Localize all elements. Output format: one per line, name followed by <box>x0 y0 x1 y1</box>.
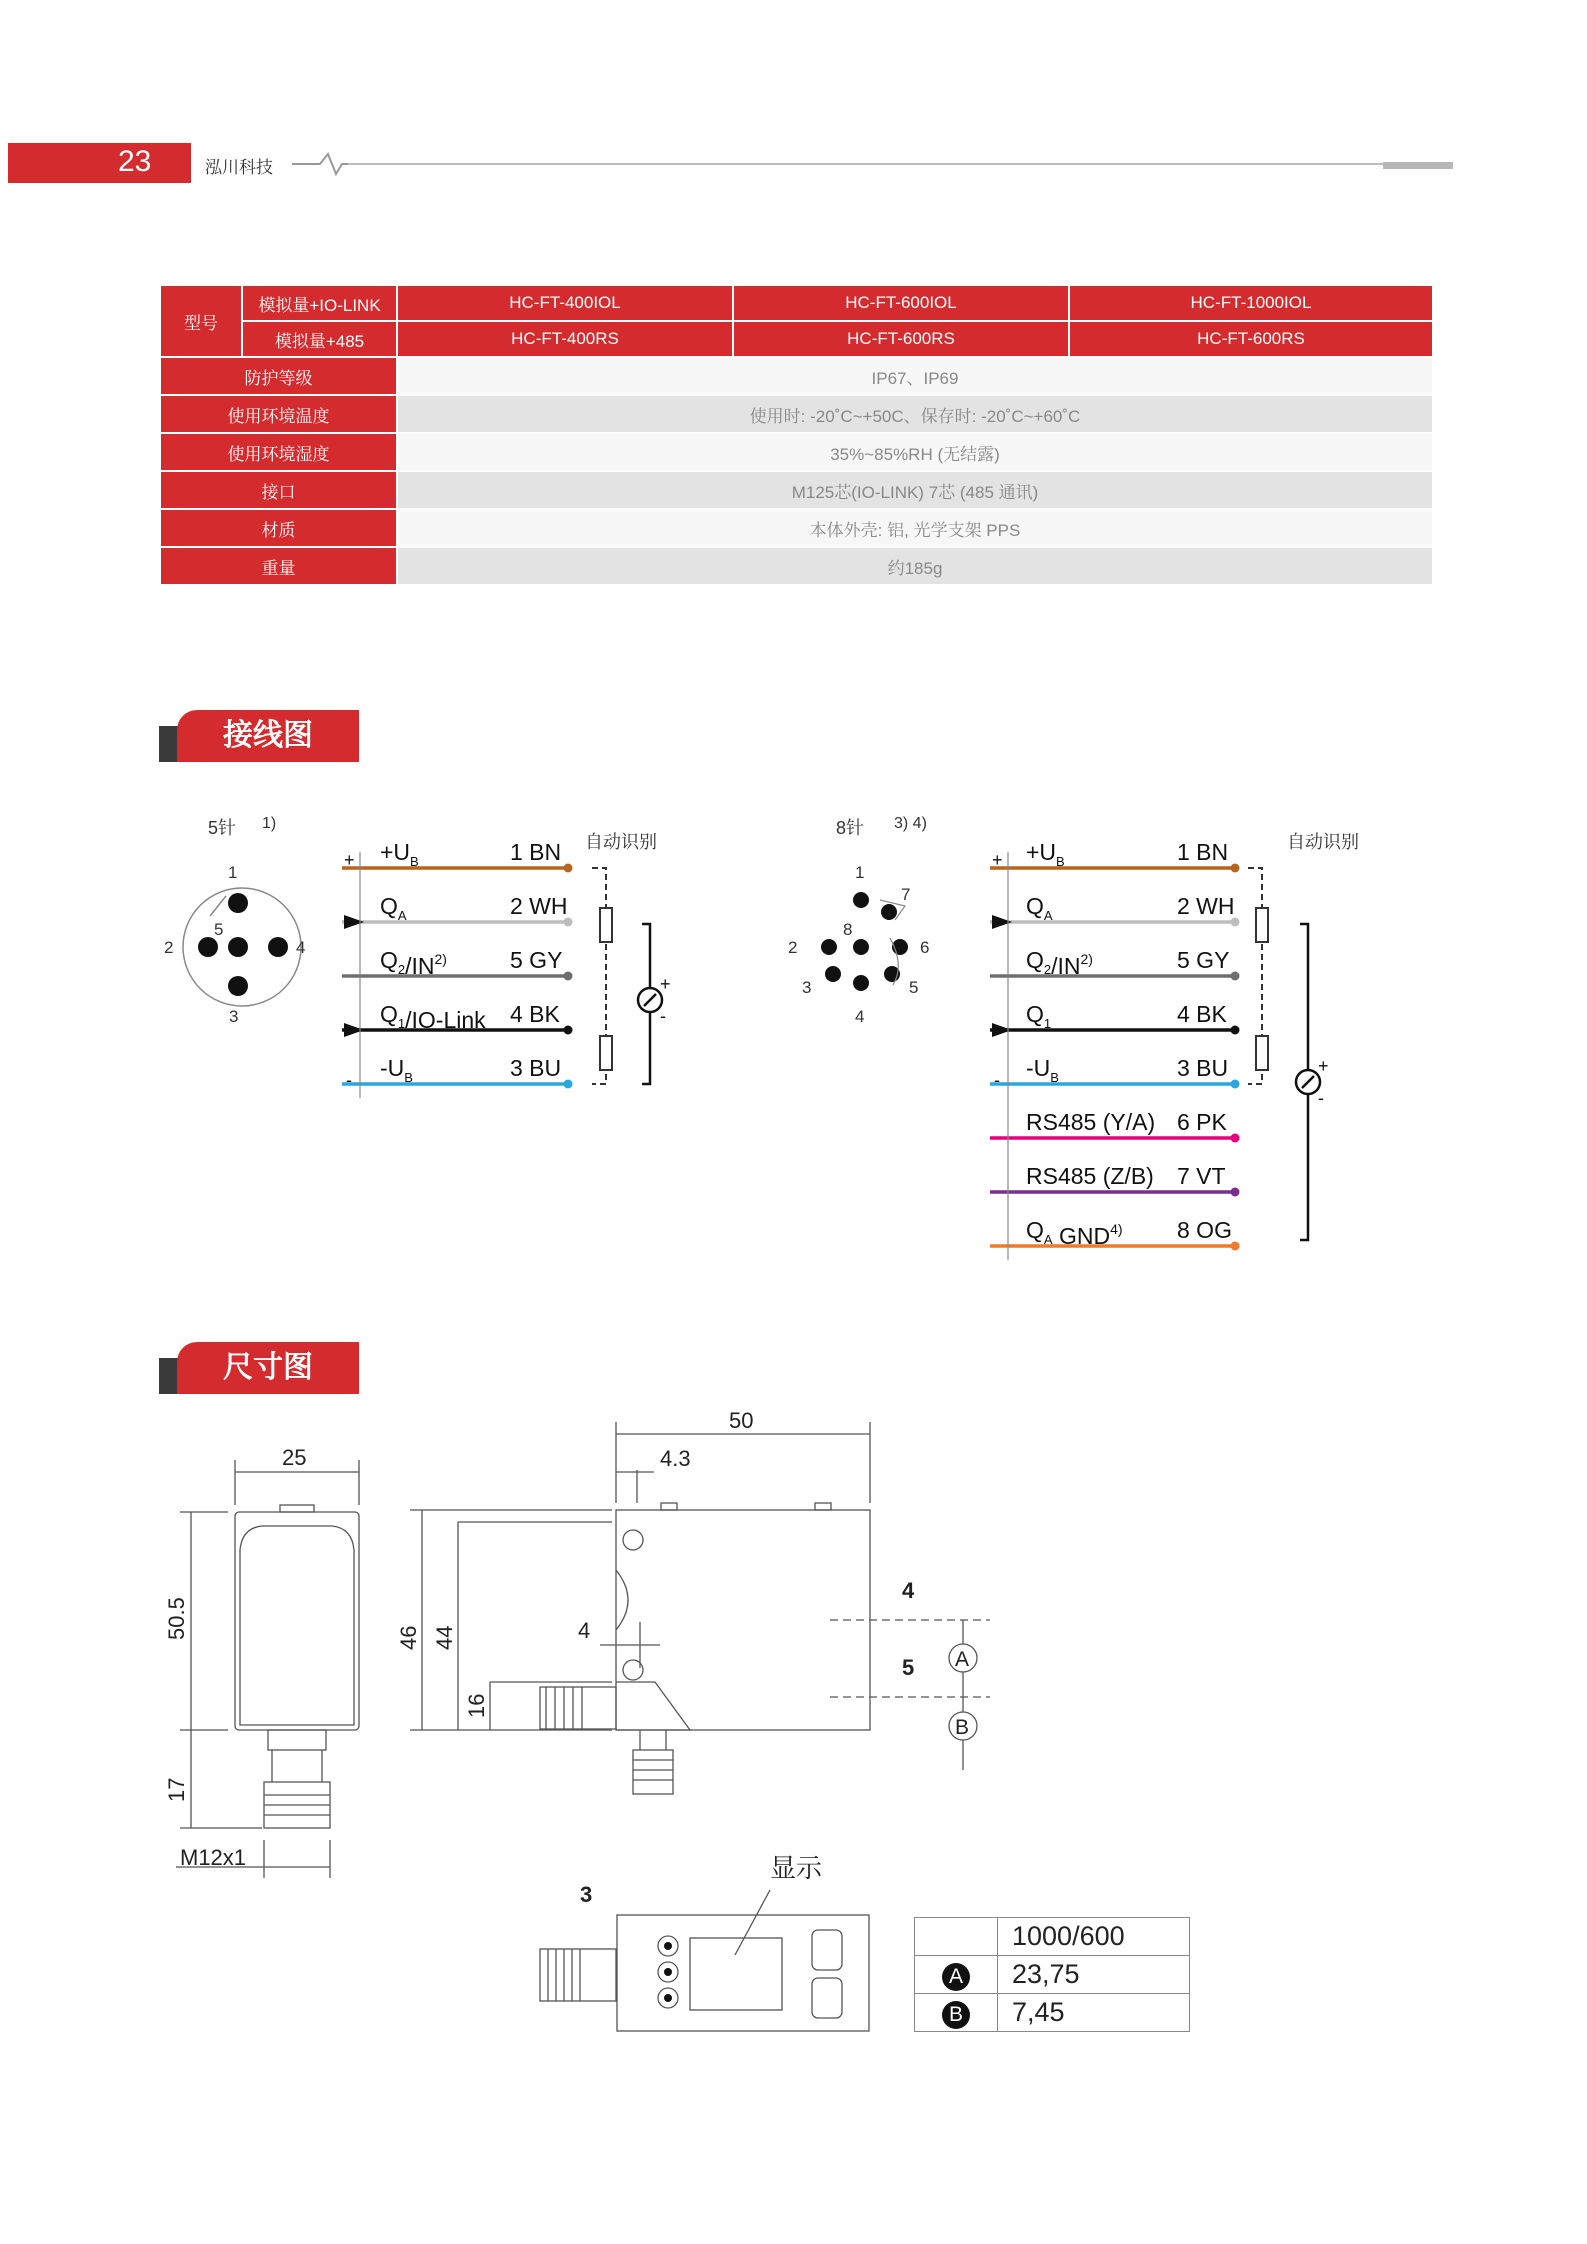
pin-label: 5 <box>909 978 919 997</box>
wire-sub: B <box>404 1070 413 1085</box>
pin-label: 4 <box>296 938 306 957</box>
prop-value: 约185g <box>397 547 1433 585</box>
wire-terminal <box>1231 972 1240 981</box>
auto-label: 自动识别 <box>1287 832 1359 852</box>
minus-symbol: - <box>994 1070 1000 1090</box>
dimension-table <box>914 1917 1190 2032</box>
wire-label <box>380 839 419 869</box>
resistor <box>600 1036 612 1070</box>
auto-label: 自动识别 <box>585 832 657 852</box>
wire-name: RS485 (Z/B) <box>1026 1163 1154 1189</box>
dim-label: 25 <box>282 1445 307 1470</box>
wire-label <box>380 893 407 923</box>
dim-label: 44 <box>432 1625 457 1650</box>
dim-label: 5 <box>902 1655 915 1680</box>
wire-name: RS485 (Y/A) <box>1026 1109 1156 1135</box>
header-accent <box>1383 162 1453 169</box>
prop-value: M125芯(IO-LINK) 7芯 (485 通讯) <box>397 471 1433 509</box>
footnote-left: 1) <box>262 815 277 832</box>
wire-label <box>1026 893 1053 923</box>
prop-label: 使用环境湿度 <box>160 433 397 471</box>
wire-terminal <box>564 1080 573 1089</box>
model-cell: HC-FT-400IOL <box>397 285 733 321</box>
minus-symbol: - <box>346 1070 352 1090</box>
meter-plus: + <box>1318 1056 1329 1076</box>
row-key: A <box>942 1963 970 1991</box>
wire-code: 5 GY <box>1177 947 1230 973</box>
row-label: 模拟量+485 <box>242 321 397 357</box>
wiring-diagram <box>0 800 1587 1280</box>
wire-sub: A <box>1043 908 1053 923</box>
section-title: 尺寸图 <box>177 1342 359 1394</box>
wire-name: +U <box>1026 839 1057 865</box>
pin-label: 1 <box>855 863 865 882</box>
wire-suffix: /IN <box>1051 953 1081 979</box>
dim-label: 16 <box>464 1693 489 1718</box>
wire-code: 5 GY <box>510 947 563 973</box>
pin-label: 4 <box>855 1007 865 1026</box>
top-view-label: 3 <box>580 1882 593 1907</box>
pin-dot <box>198 937 218 957</box>
meter-minus: - <box>660 1006 666 1026</box>
wire-sub: A <box>1043 1232 1053 1247</box>
wire-name: -U <box>380 1055 405 1081</box>
wire-code: 1 BN <box>510 839 562 865</box>
pin-dot <box>881 904 897 920</box>
wire-terminal <box>564 1026 573 1035</box>
pin-label: 3 <box>229 1007 239 1026</box>
wire-code: 2 WH <box>510 893 568 919</box>
model-cell: HC-FT-1000IOL <box>1069 285 1433 321</box>
wire-sub: 1 <box>1043 1016 1052 1031</box>
wires-left <box>342 839 671 1098</box>
wire-name: Q <box>380 893 398 919</box>
section-title: 接线图 <box>177 710 359 762</box>
wire-suffix: /IO-Link <box>405 1007 486 1033</box>
wire-suffix: /IN <box>405 953 435 979</box>
wire-label <box>1026 1217 1123 1249</box>
wire-label <box>1026 1109 1155 1135</box>
wire-name: Q <box>1026 1217 1044 1243</box>
wire-label <box>380 1001 486 1033</box>
section-wiring-header <box>159 710 359 762</box>
pin-dot <box>821 939 837 955</box>
prop-value: 本体外壳: 铝, 光学支架 PPS <box>397 509 1433 547</box>
top-display-window <box>690 1938 782 2010</box>
resistor <box>1256 908 1268 942</box>
prop-label: 材质 <box>160 509 397 547</box>
wire-label <box>1026 1055 1059 1085</box>
resistor <box>1256 1036 1268 1070</box>
pin-dot <box>853 892 869 908</box>
prop-label: 防护等级 <box>160 357 397 395</box>
front-window <box>240 1526 354 1725</box>
model-cell: HC-FT-400RS <box>397 321 733 357</box>
wire-sup: 4) <box>1110 1221 1123 1237</box>
resistor <box>600 908 612 942</box>
wire-label <box>1026 1001 1051 1031</box>
plus-symbol: + <box>344 850 355 870</box>
wire-name: Q <box>380 1001 398 1027</box>
footnote-right: 3) 4) <box>894 815 927 832</box>
wire-sup: 2) <box>434 951 447 967</box>
dim-label: 50.5 <box>164 1597 189 1640</box>
pin-label: 3 <box>802 978 812 997</box>
dim-table-header: 1000/600 <box>998 1918 1190 1956</box>
signal-arrow <box>344 1023 364 1037</box>
wire-sub: A <box>397 908 407 923</box>
wire-code: 1 BN <box>1177 839 1229 865</box>
front-housing <box>235 1512 359 1730</box>
pin-title-left: 5针 <box>208 818 237 838</box>
model-cell: HC-FT-600RS <box>1069 321 1433 357</box>
prop-label: 使用环境温度 <box>160 395 397 433</box>
wire-sub: B <box>1050 1070 1059 1085</box>
signal-arrow <box>992 915 1012 929</box>
side-connector <box>633 1750 673 1794</box>
brand-name: 泓川科技 <box>205 158 273 178</box>
wire-code: 2 WH <box>1177 893 1235 919</box>
wire-terminal <box>1231 1188 1240 1197</box>
wire-code: 4 BK <box>510 1001 560 1027</box>
pin-title-right: 8针 <box>836 818 865 838</box>
meter-minus: - <box>1318 1088 1324 1108</box>
wire-sub: 2 <box>1043 962 1052 977</box>
wire-label <box>1026 947 1093 979</box>
wire-label <box>1026 839 1065 869</box>
wire-label <box>380 947 447 979</box>
wire-name: +U <box>380 839 411 865</box>
pin-label: 5 <box>214 920 224 939</box>
meter-plus: + <box>660 974 671 994</box>
dim-value: 23,75 <box>998 1956 1190 1994</box>
wire-code: 6 PK <box>1177 1109 1227 1135</box>
pin-dot <box>853 975 869 991</box>
header-rule <box>348 163 1383 165</box>
section-dimension-header <box>159 1342 359 1394</box>
wire-sub: B <box>1056 854 1065 869</box>
pin-label: 2 <box>164 938 174 957</box>
wire-sub: 1 <box>397 1016 406 1031</box>
display-label: 显示 <box>770 1853 823 1883</box>
dim-label: 17 <box>164 1777 189 1802</box>
model-cell: HC-FT-600RS <box>733 321 1069 357</box>
wire-terminal <box>1231 1080 1240 1089</box>
wire-sub: 2 <box>397 962 406 977</box>
wires-right <box>990 839 1329 1260</box>
wire-label <box>380 1055 413 1085</box>
pin-dot <box>825 966 841 982</box>
dim-label: 50 <box>729 1408 754 1433</box>
header-zigzag <box>290 148 350 178</box>
prop-label: 重量 <box>160 547 397 585</box>
wire-name: -U <box>1026 1055 1051 1081</box>
wire-code: 3 BU <box>510 1055 562 1081</box>
pin-label: 2 <box>788 938 798 957</box>
dim-label: 4.3 <box>660 1446 691 1471</box>
prop-value: 35%~85%RH (无结露) <box>397 433 1433 471</box>
signal-arrow <box>344 915 364 929</box>
wire-label <box>1026 1163 1154 1189</box>
wire-terminal <box>564 864 573 873</box>
dim-value: 7,45 <box>998 1994 1190 2032</box>
pin-dot <box>853 939 869 955</box>
pin-dot <box>228 893 248 913</box>
wire-name: Q <box>1026 893 1044 919</box>
wire-name: Q <box>1026 947 1044 973</box>
row-key: B <box>942 2001 970 2029</box>
row-label: 模拟量+IO-LINK <box>242 285 397 321</box>
plus-symbol: + <box>992 850 1003 870</box>
dim-label: 46 <box>396 1625 421 1650</box>
wire-terminal <box>1231 864 1240 873</box>
spec-table <box>159 284 1434 586</box>
wire-suffix: GND <box>1052 1223 1111 1249</box>
wire-name: Q <box>380 947 398 973</box>
dimension-drawing <box>0 1400 1587 2060</box>
beam-mark-a: A <box>955 1648 970 1671</box>
wire-terminal <box>564 972 573 981</box>
wire-code: 4 BK <box>1177 1001 1227 1027</box>
page-number: 23 <box>118 145 152 178</box>
wire-sub: B <box>410 854 419 869</box>
pin-dot <box>228 937 248 957</box>
pin-label: 8 <box>843 920 853 939</box>
wire-sup: 2) <box>1080 951 1093 967</box>
wire-terminal <box>1231 1026 1240 1035</box>
top-housing <box>617 1915 869 2031</box>
wire-code: 3 BU <box>1177 1055 1229 1081</box>
wire-name: Q <box>1026 1001 1044 1027</box>
prop-value: 使用时: -20˚C~+50C、保存时: -20˚C~+60˚C <box>397 395 1433 433</box>
dim-label: 4 <box>902 1578 915 1603</box>
pin-label: 6 <box>920 938 930 957</box>
prop-label: 接口 <box>160 471 397 509</box>
wire-code: 8 OG <box>1177 1217 1232 1243</box>
prop-value: IP67、IP69 <box>397 357 1433 395</box>
dim-label: M12x1 <box>180 1845 247 1870</box>
dim-label: 4 <box>578 1618 591 1643</box>
page-number-bar <box>8 143 191 183</box>
wire-code: 7 VT <box>1177 1163 1226 1189</box>
pin-label: 1 <box>228 863 238 882</box>
signal-arrow <box>992 1023 1012 1037</box>
model-header: 型号 <box>160 285 242 357</box>
pin-dot <box>268 937 288 957</box>
pin-dot <box>228 976 248 996</box>
model-cell: HC-FT-600IOL <box>733 285 1069 321</box>
wire-terminal <box>1231 1134 1240 1143</box>
side-cable-gland <box>540 1687 616 1729</box>
pin-label: 7 <box>901 885 911 904</box>
beam-mark-b: B <box>955 1716 970 1739</box>
